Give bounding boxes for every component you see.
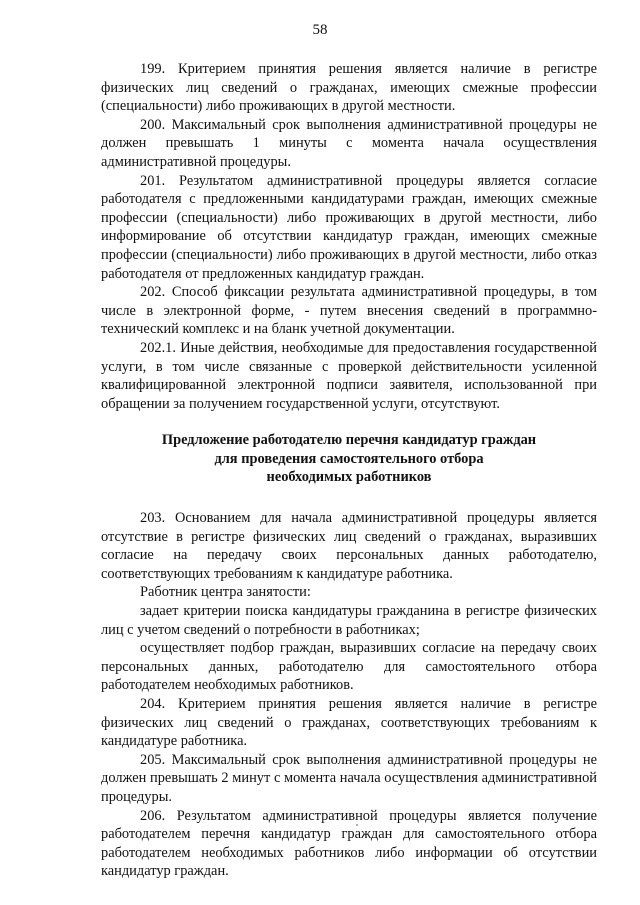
page-number: 58 <box>312 22 328 38</box>
paragraph-employment-center-worker: Работник центра занятости: <box>140 584 311 601</box>
section-heading-line-2: для проведения самостоятельного отбора <box>214 450 484 467</box>
section-heading-line-1: Предложение работодателю перечня кандидатур граждан <box>161 432 537 449</box>
paragraph-selects-citizens: осуществляет подбор граждан, выразивших согласие на передачу своих персональных данных, работодателю для самостоятельного отбора работодателем необходимых работников. <box>101 640 597 694</box>
paragraph-202-1: 202.1. Иные действия, необходимые для предоставления государственной услуги, в том числе связанные с проверкой действительности усиленной квалифицированной электронной подписи заявителя, использованной при обращении за получением государственной услуги, отсутствуют. <box>101 339 597 412</box>
paragraph-199: 199. Критерием принятия решения является наличие в регистре физических лиц сведений о гражданах, имеющих смежные профессии (специальности) либо проживающих в другой местности. <box>101 61 597 115</box>
paragraph-204: 204. Критерием принятия решения является наличие в регистре физических лиц сведений о гражданах, соответствующих требованиям к кандидатуре работника. <box>101 696 597 750</box>
section-heading-line-3: необходимых работников <box>266 469 432 486</box>
document-body <box>101 60 597 881</box>
paragraph-205: 205. Максимальный срок выполнения административной процедуры не должен превышать 2 минут с момента начала осуществления административной процедуры. <box>101 751 597 805</box>
paragraph-sets-search-criteria: задает критерии поиска кандидатуры гражданина в регистре физических лиц с учетом сведений о потребности в работниках; <box>101 603 597 638</box>
paragraph-206: 206. Результатом административной процедуры является получение работодателем перечня кандидатур граждан для самостоятельного отбора работодателем необходимых работников либо информации об отсутствии кандидатур граждан. <box>101 807 597 880</box>
paragraph-203: 203. Основанием для начала административной процедуры является отсутствие в регистре физических лиц сведений о гражданах, выразивших согласие на передачу своих персональных данных работодателю, соответствующих требованиям к кандидатуре работника. <box>101 510 597 582</box>
scan-speck <box>356 824 358 826</box>
paragraph-201: 201. Результатом административной процедуры является согласие работодателя с предложенными кандидатурами граждан, имеющих смежные профессии (специальности) либо проживающих в другой местности, либо информирование об отсутствии кандидатур граждан, имеющих смежные профессии (специальности) либо проживающих в другой местности, либо отказ работодателя от предложенных кандидатур граждан. <box>101 172 597 282</box>
paragraph-202: 202. Способ фиксации результата административной процедуры, в том числе в электронной форме, - путем внесения сведений в программно-технический комплекс и на бланк учетной документации. <box>101 284 597 338</box>
paragraph-200: 200. Максимальный срок выполнения административной процедуры не должен превышать 1 минуты с момента начала осуществления административной процедуры. <box>101 116 597 170</box>
section-heading <box>101 431 597 487</box>
